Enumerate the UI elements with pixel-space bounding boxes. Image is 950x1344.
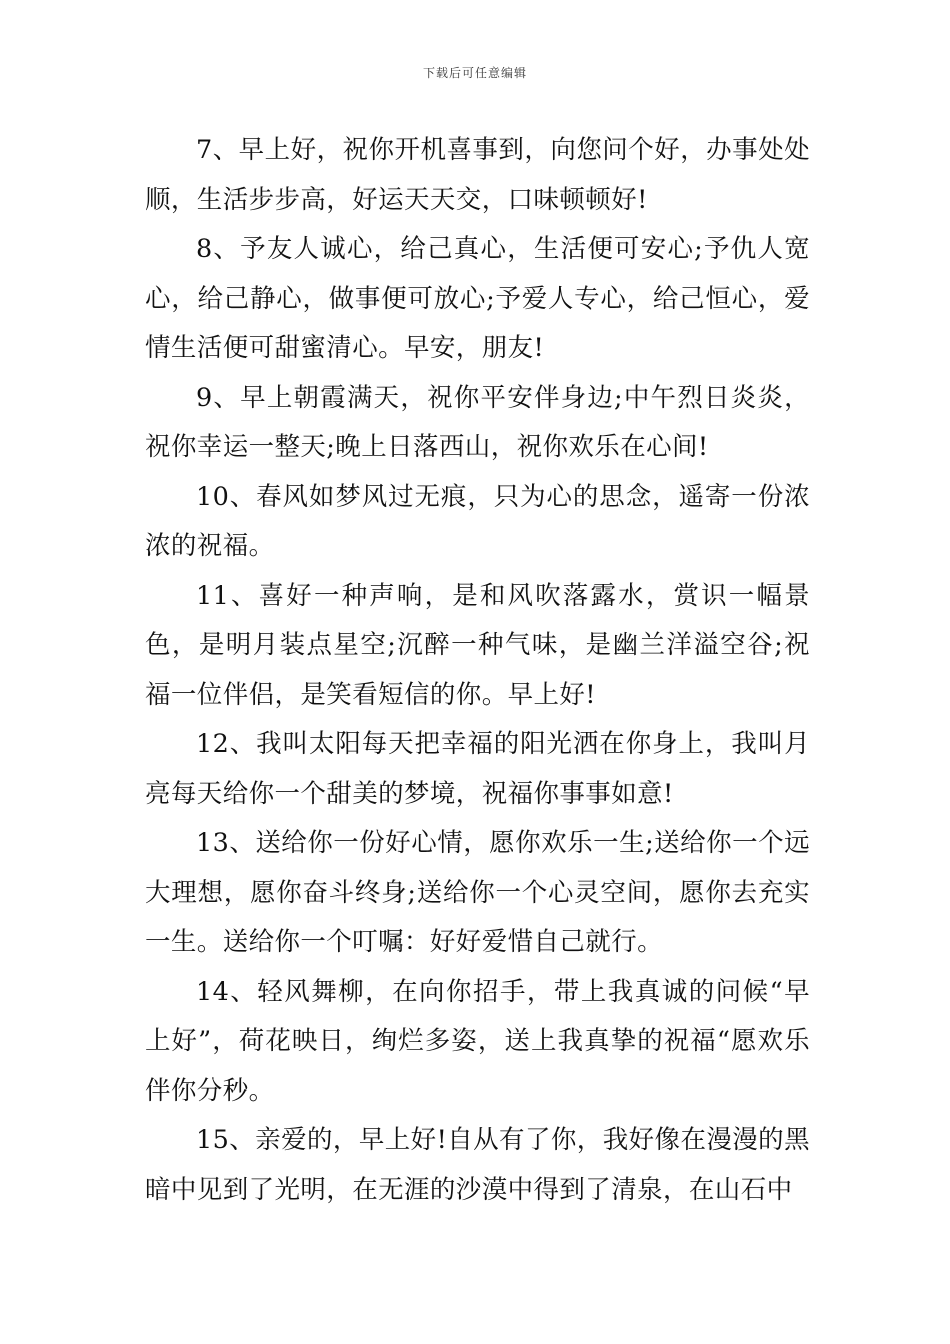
paragraph-13: 13、送给你一份好心情，愿你欢乐一生;送给你一个远大理想，愿你奋斗终身;送给你一个心灵空间，愿你去充实一生。送给你一个叮嘱：好好爱惜自己就行。	[145, 828, 810, 957]
paragraph-15: 15、亲爱的，早上好!自从有了你，我好像在漫漫的黑暗中见到了光明，在无涯的沙漠中得到了清泉，在山石中	[145, 1125, 810, 1205]
paragraph-9: 9、早上朝霞满天，祝你平安伴身边;中午烈日炎炎，祝你幸运一整天;晚上日落西山，祝你欢乐在心间!	[145, 382, 810, 462]
paragraph-10: 10、春风如梦风过无痕，只为心的思念，遥寄一份浓浓的祝福。	[145, 481, 810, 561]
paragraph-8: 8、予友人诚心，给己真心，生活便可安心;予仇人宽心，给己静心，做事便可放心;予爱人专心，给己恒心，爱情生活便可甜蜜清心。早安，朋友!	[145, 234, 810, 363]
page-header-note: 下载后可任意编辑	[422, 66, 527, 80]
paragraph-14: 14、轻风舞柳，在向你招手，带上我真诚的问候“早上好”，荷花映日，绚烂多姿，送上我真挚的祝福“愿欢乐伴你分秒。	[145, 976, 810, 1106]
paragraph-7: 7、早上好，祝你开机喜事到，向您问个好，办事处处顺，生活步步高，好运天天交，口味顿顿好!	[145, 135, 810, 215]
paragraph-11: 11、喜好一种声响，是和风吹落露水，赏识一幅景色，是明月装点星空;沉醉一种气味，是幽兰洋溢空谷;祝福一位伴侣，是笑看短信的你。早上好!	[145, 580, 810, 710]
document-body	[145, 126, 810, 1215]
paragraph-12: 12、我叫太阳每天把幸福的阳光洒在你身上，我叫月亮每天给你一个甜美的梦境，祝福你事事如意!	[145, 729, 810, 809]
